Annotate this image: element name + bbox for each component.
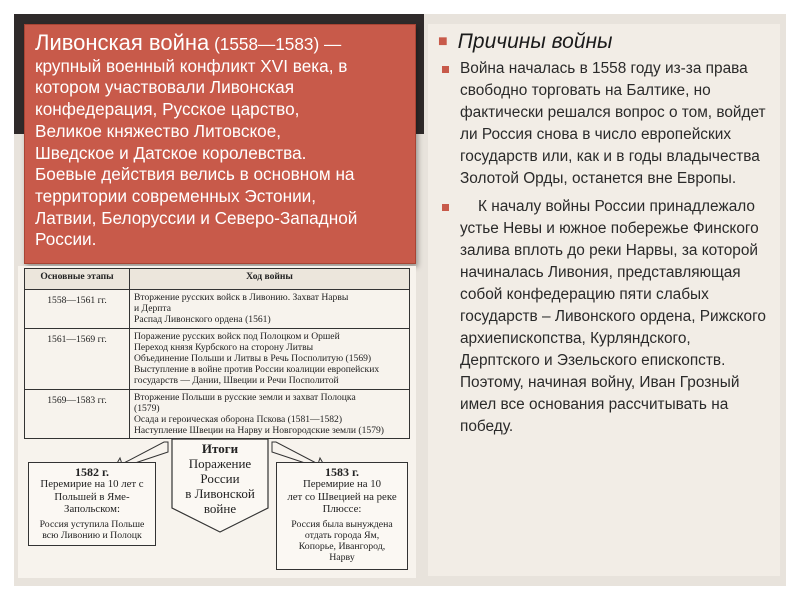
causes-item (438, 196, 768, 438)
result-box (170, 438, 270, 534)
treaty-result-line: отдать города Ям, (304, 529, 380, 541)
table-row (25, 389, 410, 439)
causes-heading (438, 30, 768, 54)
intro-dates: (1558—1583) — (214, 34, 342, 54)
event-line: и Дерпта (134, 303, 171, 315)
treaty-result (32, 519, 152, 541)
intro-line: России. (35, 229, 97, 250)
stage-period: 1569—1583 гг. (25, 389, 130, 439)
treaty-result-line: Россия уступила Польше (39, 518, 145, 530)
event-line: Поражение русских войск под Полоцком и Оршей (134, 330, 340, 342)
intro-line: котором участвовали Ливонская (35, 77, 295, 98)
event-line: Распад Ливонского ордена (1561) (134, 314, 271, 326)
intro-line: Латвии, Белоруссии и Северо-Западной (35, 207, 358, 228)
stage-events (130, 290, 410, 329)
treaty-year: 1582 г. (74, 465, 110, 479)
result-line: в Ливонской (185, 486, 255, 501)
square-bullet-icon: ■ (438, 33, 448, 50)
treaty-line: Плюссе: (322, 503, 362, 516)
intro-line: территории современных Эстонии, (35, 185, 317, 206)
causes-item (438, 58, 768, 190)
intro-line: крупный военный конфликт XVI века, в (35, 55, 348, 76)
intro-line: Великое княжество Литовское, (35, 120, 282, 141)
event-line: Вторжение Польши в русские земли и захват Полоцка (134, 391, 356, 403)
intro-term: Ливонская война (35, 30, 210, 55)
causes-panel (428, 24, 780, 576)
treaty-line: Перемирие на 10 (302, 478, 382, 491)
square-bullet-icon (442, 204, 449, 211)
treaty-line: Запольском: (64, 503, 120, 516)
result-line: России (200, 471, 240, 486)
stage-period: 1561—1569 гг. (25, 328, 130, 389)
table-header: Основные этапы (25, 269, 130, 290)
result-line: войне (203, 501, 237, 516)
causes-item-text: Война началась в 1558 году из-за права свободно торговать на Балтике, но фактически решался вопрос о том, войдет ли Россия снова в число европейских государств или, как и в годы владычества Золотой Орды, останется вне Европы. (460, 60, 766, 187)
event-line: Переход князя Курбского на сторону Литвы (134, 341, 314, 353)
treaty-result-line: Нарву (329, 551, 355, 563)
event-line: государств — Дании, Швеции и Речи Посполитой (134, 375, 339, 387)
table-row (25, 328, 410, 389)
treaty-result-line: всю Ливонию и Полоцк (42, 529, 142, 541)
treaty-year: 1583 г. (324, 465, 360, 479)
event-line: Вторжение русских войск в Ливонию. Захват Нарвы (134, 292, 349, 303)
event-line: Осада и героическая оборона Пскова (1581—1582) (134, 414, 343, 426)
treaty-line: Польшей в Яме- (54, 490, 130, 503)
treaty-result-line: Копорье, Ивангород, (298, 540, 386, 552)
table-row (25, 290, 410, 329)
result-title: Итоги (201, 441, 239, 456)
treaty-result-line: Россия была вынуждена (291, 518, 393, 530)
table-header-row (25, 269, 410, 290)
stage-events (130, 328, 410, 389)
event-line: Объединение Польши и Литвы в Речь Посполитую (1569) (134, 353, 372, 365)
event-line: Наступление Швеции на Нарву и Новгородские земли (1579) (134, 425, 384, 437)
event-line: Выступление в войне против России коалиции европейских (134, 364, 380, 376)
intro-box (24, 24, 416, 264)
intro-line: конфедерация, Русское царство, (35, 99, 300, 120)
causes-heading-text: Причины войны (457, 30, 613, 53)
causes-item-text: К началу войны России принадлежало устье Невы и южное побережье Финского залива вплоть до реки Нарвы, за которой начиналась Ливония, представляющая собой конфедерацию пяти слабых государств – Ливонского ордена, Рижского архиепископства, Курляндского, Дерптского и Эзельского епископств. Поэтому, начиная войну, Иван Грозный имел все основания рассчитывать на победу. (460, 198, 766, 435)
result-line: Поражение (188, 456, 252, 471)
war-scheme (18, 266, 416, 578)
treaty-line: Перемирие на 10 лет с (40, 478, 144, 491)
stage-period: 1558—1561 гг. (25, 290, 130, 329)
treaty-1583 (276, 462, 408, 570)
treaty-result (280, 519, 404, 563)
table-header: Ход войны (130, 269, 410, 290)
event-line: (1579) (134, 402, 160, 414)
stages-table (24, 268, 410, 439)
stage-events (130, 389, 410, 439)
intro-line: Шведское и Датское королевства. (35, 142, 307, 163)
treaty-1582 (28, 462, 156, 546)
square-bullet-icon (442, 66, 449, 73)
intro-line: Боевые действия велись в основном на (35, 164, 355, 185)
treaty-line: лет со Швецией на реке (287, 490, 397, 503)
